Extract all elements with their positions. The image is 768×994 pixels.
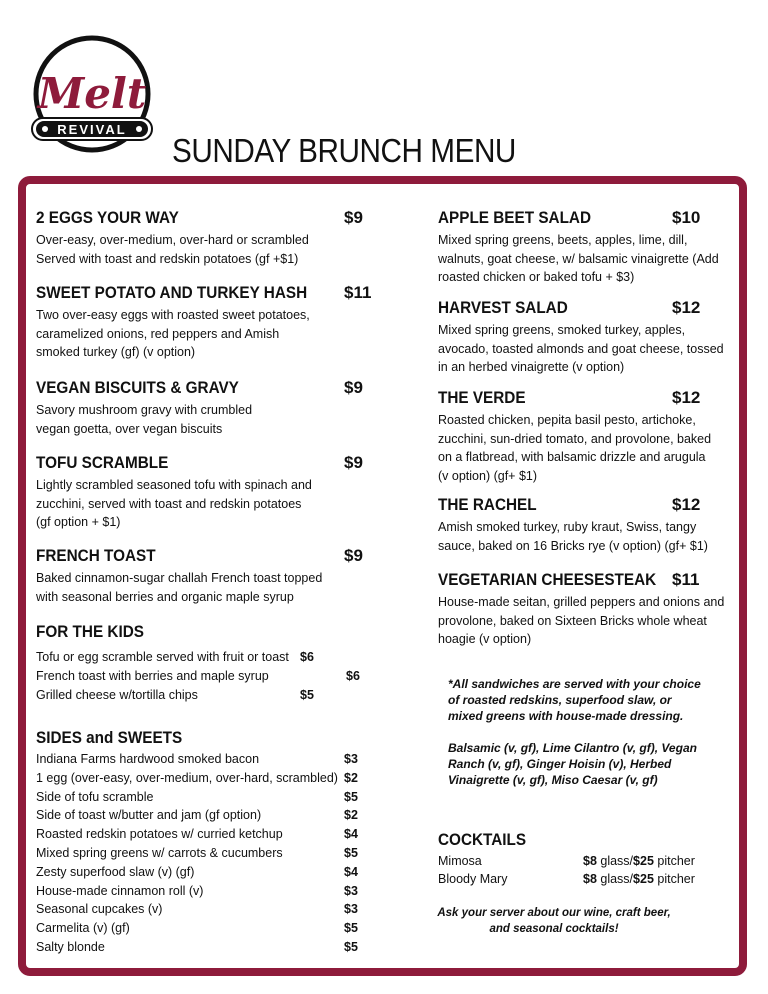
side-label: Indiana Farms hardwood smoked bacon: [36, 752, 260, 766]
item-name: THE VERDE: [438, 388, 526, 407]
cocktails-title: COCKTAILS: [438, 830, 527, 849]
kids-price: $6: [300, 650, 314, 664]
item-description: Mixed spring greens, beets, apples, lime, dill, walnuts, goat cheese, w/ balsamic vinaigrette (Add roasted chicken or baked tofu + $3): [438, 233, 719, 284]
side-row: [36, 769, 374, 788]
sides-section: [36, 728, 374, 957]
side-row: [36, 882, 374, 901]
side-row: [36, 750, 374, 769]
sandwich-note: *All sandwiches are served with your choice of roasted redskins, superfood slaw, or mixed greens with house-made dressing.: [448, 677, 701, 723]
side-row: [36, 938, 374, 957]
item-price: $10: [672, 208, 701, 227]
side-label: Seasonal cupcakes (v): [36, 902, 163, 917]
side-row: [36, 919, 374, 938]
side-price: $3: [344, 752, 358, 766]
menu-item: [438, 388, 736, 485]
item-description: House-made seitan, grilled peppers and onions and provolone, baked on Sixteen Bricks whole wheat hoagie (v option): [438, 595, 725, 646]
side-row: [36, 788, 374, 807]
menu-item: [438, 570, 736, 649]
server-note: Ask your server about our wine, craft beer, and seasonal cocktails!: [437, 907, 671, 935]
cocktail-price: $8 glass/$25 pitcher: [583, 872, 695, 886]
item-description: Roasted chicken, pepita basil pesto, artichoke, zucchini, sun-dried tomato, and provolone, baked on a flatbread, with balsamic drizzle and arugula (v option) (gf+ $1): [438, 413, 712, 483]
logo-subword: REVIVAL: [57, 122, 127, 137]
item-name: SWEET POTATO AND TURKEY HASH: [36, 283, 308, 302]
item-price: $11: [344, 283, 372, 302]
side-price: $2: [344, 808, 358, 823]
item-price: $9: [344, 378, 363, 397]
item-price: $12: [672, 495, 701, 514]
side-label: Mixed spring greens w/ carrots & cucumbers: [36, 845, 283, 860]
menu-item: [36, 208, 374, 268]
kids-row: French toast with berries and maple syrup $6: [36, 667, 374, 686]
logo-emblem: [28, 34, 156, 158]
cocktail-price: $8 glass/$25 pitcher: [583, 854, 695, 868]
side-price: $2: [344, 770, 358, 785]
menu-item: [36, 453, 374, 532]
side-label: Roasted redskin potatoes w/ curried ketchup: [36, 827, 283, 842]
item-name: TOFU SCRAMBLE: [36, 453, 169, 472]
menu-item: [438, 495, 736, 555]
side-row: [36, 825, 374, 844]
item-description: Savory mushroom gravy with crumbled vegan goetta, over vegan biscuits: [36, 403, 253, 436]
item-description: Lightly scrambled seasoned tofu with spinach and zucchini, served with toast and redskin potatoes (gf option + $1): [36, 478, 312, 529]
item-name: THE RACHEL: [438, 495, 537, 514]
item-name: APPLE BEET SALAD: [438, 208, 592, 227]
kids-title: FOR THE KIDS: [36, 622, 144, 641]
kids-section: [36, 622, 374, 704]
side-price: $4: [344, 864, 358, 879]
item-name: HARVEST SALAD: [438, 298, 568, 317]
side-price: $5: [344, 845, 358, 860]
side-label: Side of toast w/butter and jam (gf option): [36, 808, 262, 823]
side-price: $5: [344, 789, 358, 804]
menu-frame: [18, 176, 747, 976]
item-price: $9: [344, 453, 363, 472]
item-price: $9: [344, 208, 363, 227]
side-price: $5: [344, 921, 358, 936]
logo-word: Melt: [37, 69, 147, 118]
menu-item: [36, 378, 374, 438]
menu-item: [438, 298, 736, 377]
melt-revival-logo: [28, 34, 156, 158]
sides-title: SIDES and SWEETS: [36, 728, 183, 747]
side-label: Carmelita (v) (gf): [36, 921, 130, 936]
side-label: Salty blonde: [36, 939, 105, 954]
item-description: Over-easy, over-medium, over-hard or scrambled Served with toast and redskin potatoes (gf +$1): [36, 233, 309, 266]
item-description: Two over-easy eggs with roasted sweet potatoes, caramelized onions, red peppers and Amish smoked turkey (gf) (v option): [36, 308, 310, 359]
side-row: [36, 844, 374, 863]
item-name: 2 EGGS YOUR WAY: [36, 208, 179, 227]
item-description: Baked cinnamon-sugar challah French toast topped with seasonal berries and organic maple syrup: [36, 571, 323, 604]
item-price: $9: [344, 546, 363, 565]
item-name: VEGAN BISCUITS & GRAVY: [36, 378, 239, 397]
item-name: FRENCH TOAST: [36, 546, 156, 565]
cocktail-row: Mimosa $8 glass/$25 pitcher: [438, 854, 695, 868]
side-label: Side of tofu scramble: [36, 789, 154, 804]
item-description: Mixed spring greens, smoked turkey, apples, avocado, toasted almonds and goat cheese, tossed in an herbed vinaigrette (v option): [438, 323, 724, 374]
item-price: $11: [672, 570, 700, 589]
kids-row: Grilled cheese w/tortilla chips $5: [36, 686, 374, 705]
kids-price: $5: [300, 687, 314, 702]
side-row: [36, 806, 374, 825]
side-price: $3: [344, 902, 358, 917]
item-name: VEGETARIAN CHEESESTEAK: [438, 570, 657, 589]
side-price: $4: [344, 827, 358, 842]
menu-item: [36, 283, 374, 362]
item-description: Amish smoked turkey, ruby kraut, Swiss, tangy sauce, baked on 16 Bricks rye (v option) (gf+ $1): [438, 520, 708, 553]
page-title: SUNDAY BRUNCH MENU: [172, 132, 516, 169]
side-label: House-made cinnamon roll (v): [36, 883, 204, 898]
cocktail-row: Bloody Mary $8 glass/$25 pitcher: [438, 872, 695, 886]
side-row: [36, 863, 374, 882]
side-price: $5: [344, 939, 358, 954]
side-row: [36, 900, 374, 919]
kids-price: $6: [346, 668, 360, 683]
kids-row: Tofu or egg scramble served with fruit or toast $6: [36, 648, 374, 667]
menu-item: [36, 546, 374, 606]
item-price: $12: [672, 388, 701, 407]
side-price: $3: [344, 883, 358, 898]
cocktails-section: [438, 830, 736, 888]
side-label: 1 egg (over-easy, over-medium, over-hard, scrambled): [36, 770, 338, 785]
item-price: $12: [672, 298, 701, 317]
side-label: Zesty superfood slaw (v) (gf): [36, 864, 195, 879]
menu-item: [438, 208, 736, 287]
dressings-note: Balsamic (v, gf), Lime Cilantro (v, gf), Vegan Ranch (v, gf), Ginger Hoisin (v), Herbed Vinaigrette (v, gf), Miso Caesar (v, gf): [448, 741, 697, 787]
